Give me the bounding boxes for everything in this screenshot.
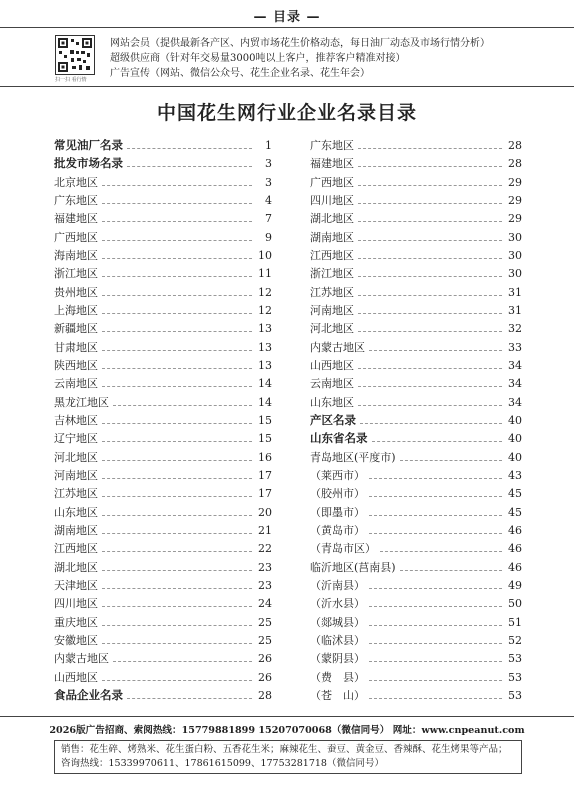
- toc-entry-page: 32: [508, 322, 522, 336]
- toc-entry-page: 23: [258, 578, 272, 592]
- toc-entry: [310, 155, 522, 171]
- toc-entry: [54, 229, 272, 245]
- toc-entry: [310, 375, 522, 391]
- promo-line: 超级供应商（针对年交易量3000吨以上客户，推荐客户精准对接）: [110, 53, 406, 64]
- toc-leader-dots: [102, 680, 252, 681]
- toc-entry-label: （临沭县）: [310, 633, 365, 647]
- toc-leader-dots: [113, 405, 252, 406]
- toc-leader-dots: [358, 221, 502, 222]
- toc-entry: [310, 669, 522, 685]
- toc-entry-label: 湖南地区: [310, 230, 354, 244]
- toc-entry-label: 陕西地区: [54, 358, 98, 372]
- toc-leader-dots: [102, 313, 252, 314]
- toc-entry-page: 30: [508, 248, 522, 262]
- toc-entry: [54, 485, 272, 501]
- toc-entry-page: 14: [258, 377, 272, 391]
- toc-entry-page: 34: [508, 358, 522, 372]
- toc-leader-dots: [127, 166, 252, 167]
- toc-entry-label: 山西地区: [310, 358, 354, 372]
- toc-leader-dots: [102, 240, 252, 241]
- toc-leader-dots: [102, 221, 252, 222]
- toc-entry-page: 11: [258, 267, 272, 281]
- toc-entry: [54, 449, 272, 465]
- toc-entry-label: 山西地区: [54, 670, 98, 684]
- toc-leader-dots: [369, 661, 502, 662]
- toc-entry-label: 福建地区: [54, 212, 98, 226]
- toc-entry: [310, 210, 522, 226]
- toc-leader-dots: [102, 478, 252, 479]
- toc-entry-page: 46: [508, 523, 522, 537]
- toc-entry-label: 广西地区: [310, 175, 354, 189]
- toc-leader-dots: [102, 515, 252, 516]
- toc-entry-label: 浙江地区: [54, 267, 98, 281]
- toc-entry-page: 40: [508, 432, 522, 446]
- toc-entry-page: 4: [265, 193, 272, 207]
- toc-entry: [310, 302, 522, 318]
- toc-leader-dots: [113, 661, 252, 662]
- toc-entry-label: 江西地区: [310, 248, 354, 262]
- toc-entry-label: 黑龙江地区: [54, 395, 109, 409]
- toc-entry-label: 河北地区: [310, 322, 354, 336]
- toc-entry-page: 29: [508, 212, 522, 226]
- toc-leader-dots: [102, 276, 252, 277]
- toc-entry-page: 51: [508, 615, 522, 629]
- toc-entry-label: 内蒙古地区: [310, 340, 365, 354]
- toc-entry: [54, 504, 272, 520]
- toc-entry: [310, 265, 522, 281]
- toc-entry: [310, 632, 522, 648]
- toc-entry-label: 贵州地区: [54, 285, 98, 299]
- toc-entry-page: 28: [508, 157, 522, 171]
- footer-sales: 销售：花生碎、烤熟米、花生蛋白粉、五香花生米；麻辣花生、蚕豆、黄金豆、香辣酥、花生烤果等产品；: [61, 744, 508, 755]
- toc-entry: [54, 577, 272, 593]
- toc-entry-label: （青岛市区）: [310, 542, 376, 556]
- toc-entry-page: 53: [508, 688, 522, 702]
- toc-leader-dots: [102, 185, 252, 186]
- main-title: 中国花生网行业企业名录目录: [156, 102, 417, 124]
- toc-leader-dots: [369, 680, 502, 681]
- toc-entry-page: 15: [258, 413, 272, 427]
- toc-entry-label: （沂南县）: [310, 578, 365, 592]
- toc-entry-page: 52: [508, 633, 522, 647]
- toc-entry: [54, 614, 272, 630]
- toc-entry: [54, 375, 272, 391]
- toc-leader-dots: [102, 588, 252, 589]
- toc-entry: [310, 357, 522, 373]
- toc-entry-page: 13: [258, 340, 272, 354]
- toc-entry: [54, 320, 272, 336]
- toc-leader-dots: [358, 313, 502, 314]
- toc-entry: [310, 320, 522, 336]
- toc-entry: [310, 559, 522, 575]
- toc-entry: [310, 485, 522, 501]
- toc-entry-label: 云南地区: [310, 377, 354, 391]
- promo-line: 广告宣传（网站、微信公众号、花生企业名录、花生年会）: [110, 68, 370, 79]
- toc-entry-page: 15: [258, 432, 272, 446]
- toc-entry-page: 43: [508, 468, 522, 482]
- toc-entry: [54, 302, 272, 318]
- toc-entry-page: 29: [508, 175, 522, 189]
- toc-entry: [310, 247, 522, 263]
- toc-right-column: [310, 137, 522, 703]
- toc-leader-dots: [102, 606, 252, 607]
- toc-entry: [310, 577, 522, 593]
- header-divider-top: [0, 27, 574, 28]
- toc-entry-label: 广东地区: [310, 139, 354, 152]
- toc-entry: [54, 247, 272, 263]
- toc-entry-page: 30: [508, 230, 522, 244]
- toc-entry-label: 青岛地区(平度市): [310, 450, 396, 464]
- toc-entry-page: 7: [265, 212, 272, 226]
- toc-leader-dots: [380, 551, 502, 552]
- toc-entry-page: 26: [258, 652, 272, 666]
- toc-section-entry: [54, 687, 272, 703]
- toc-entry-label: 河南地区: [310, 303, 354, 317]
- toc-entry: [310, 229, 522, 245]
- toc-leader-dots: [358, 295, 502, 296]
- toc-entry-label: 四川地区: [54, 597, 98, 611]
- toc-leader-dots: [102, 496, 252, 497]
- toc-entry-page: 30: [508, 267, 522, 281]
- toc-entry: [310, 614, 522, 630]
- toc-entry: [54, 357, 272, 373]
- toc-entry-label: 江苏地区: [54, 487, 98, 501]
- toc-entry-page: 31: [508, 303, 522, 317]
- toc-entry-page: 49: [508, 578, 522, 592]
- toc-leader-dots: [102, 258, 252, 259]
- toc-entry: [310, 449, 522, 465]
- toc-leader-dots: [127, 698, 252, 699]
- toc-entry-page: 33: [508, 340, 522, 354]
- toc-entry-label: 甘肃地区: [54, 340, 98, 354]
- toc-leader-dots: [102, 368, 252, 369]
- toc-leader-dots: [358, 240, 502, 241]
- toc-leader-dots: [358, 386, 502, 387]
- toc-entry-label: 吉林地区: [54, 413, 98, 427]
- toc-entry-page: 28: [508, 139, 522, 152]
- toc-entry-label: 广东地区: [54, 193, 98, 207]
- toc-entry: [310, 339, 522, 355]
- toc-entry-page: 3: [265, 157, 272, 171]
- page-title: — 目录 —: [253, 10, 321, 25]
- qr-code-icon: [55, 35, 95, 75]
- toc-section-entry: [54, 137, 272, 153]
- toc-leader-dots: [358, 368, 502, 369]
- toc-entry-page: 34: [508, 377, 522, 391]
- toc-entry-label: （郯城县）: [310, 615, 365, 629]
- qr-caption: 扫一扫 看行情: [55, 77, 87, 83]
- toc-leader-dots: [358, 148, 502, 149]
- toc-entry-page: 25: [258, 633, 272, 647]
- toc-entry-page: 46: [508, 560, 522, 574]
- toc-entry-label: 北京地区: [54, 175, 98, 189]
- toc-leader-dots: [369, 533, 502, 534]
- toc-entry-label: （费 县）: [310, 670, 365, 684]
- toc-entry: [310, 540, 522, 556]
- toc-entry-label: 湖南地区: [54, 523, 98, 537]
- toc-entry: [54, 394, 272, 410]
- toc-entry-page: 3: [265, 175, 272, 189]
- toc-entry: [54, 595, 272, 611]
- toc-entry: [310, 650, 522, 666]
- toc-entry: [54, 210, 272, 226]
- toc-entry: [54, 540, 272, 556]
- toc-entry-page: 25: [258, 615, 272, 629]
- toc-entry-label: 产区名录: [310, 412, 356, 427]
- toc-leader-dots: [369, 625, 502, 626]
- toc-entry: [310, 595, 522, 611]
- toc-entry-page: 53: [508, 652, 522, 666]
- toc-entry: [54, 412, 272, 428]
- toc-entry: [310, 467, 522, 483]
- toc-entry-label: 福建地区: [310, 157, 354, 171]
- toc-entry-page: 16: [258, 450, 272, 464]
- toc-leader-dots: [369, 478, 502, 479]
- toc-leader-dots: [369, 496, 502, 497]
- toc-entry-page: 46: [508, 542, 522, 556]
- toc-entry-page: 20: [258, 505, 272, 519]
- toc-entry: [54, 650, 272, 666]
- toc-entry-page: 22: [258, 542, 272, 556]
- toc-entry-label: （蒙阴县）: [310, 652, 365, 666]
- toc-leader-dots: [400, 570, 502, 571]
- toc-entry-label: （胶州市）: [310, 487, 365, 501]
- toc-leader-dots: [102, 460, 252, 461]
- toc-section-entry: [54, 155, 272, 171]
- toc-entry-label: 湖北地区: [54, 560, 98, 574]
- toc-entry-page: 1: [265, 139, 272, 152]
- toc-entry: [54, 522, 272, 538]
- toc-leader-dots: [102, 570, 252, 571]
- toc-entry-page: 10: [258, 248, 272, 262]
- toc-entry: [310, 504, 522, 520]
- toc-entry-page: 40: [508, 413, 522, 427]
- toc-entry: [54, 192, 272, 208]
- toc-leader-dots: [358, 331, 502, 332]
- header-divider-bottom: [0, 86, 574, 87]
- toc-entry-label: （沂水县）: [310, 597, 365, 611]
- toc-entry: [54, 632, 272, 648]
- toc-section-entry: [310, 412, 522, 428]
- toc-entry-label: 内蒙古地区: [54, 652, 109, 666]
- toc-entry-label: 辽宁地区: [54, 432, 98, 446]
- toc-leader-dots: [400, 460, 502, 461]
- toc-entry-label: （莱西市）: [310, 468, 365, 482]
- toc-entry-label: 临沂地区(莒南县): [310, 560, 396, 574]
- toc-entry-page: 40: [508, 450, 522, 464]
- toc-leader-dots: [358, 203, 502, 204]
- toc-entry-page: 45: [508, 487, 522, 501]
- toc-leader-dots: [127, 148, 252, 149]
- toc-entry-page: 13: [258, 322, 272, 336]
- toc-leader-dots: [369, 515, 502, 516]
- toc-leader-dots: [102, 533, 252, 534]
- toc-leader-dots: [360, 423, 502, 424]
- toc-entry-label: 山东地区: [54, 505, 98, 519]
- toc-entry-label: 安徽地区: [54, 633, 98, 647]
- toc-entry-page: 28: [258, 688, 272, 702]
- toc-entry-label: 新疆地区: [54, 322, 98, 336]
- toc-entry-label: 江苏地区: [310, 285, 354, 299]
- toc-leader-dots: [102, 350, 252, 351]
- toc-entry-page: 17: [258, 487, 272, 501]
- toc-entry: [54, 174, 272, 190]
- toc-entry-label: （即墨市）: [310, 505, 365, 519]
- toc-entry-label: 山东省名录: [310, 431, 368, 446]
- toc-leader-dots: [369, 588, 502, 589]
- toc-entry-label: 河南地区: [54, 468, 98, 482]
- toc-leader-dots: [102, 551, 252, 552]
- toc-entry: [54, 467, 272, 483]
- toc-entry-label: 浙江地区: [310, 267, 354, 281]
- toc-entry-label: 广西地区: [54, 230, 98, 244]
- toc-leader-dots: [102, 643, 252, 644]
- toc-entry-page: 26: [258, 670, 272, 684]
- toc-entry: [310, 522, 522, 538]
- toc-leader-dots: [102, 295, 252, 296]
- toc-entry-page: 34: [508, 395, 522, 409]
- promo-line: 网站会员（提供最新各产区、内贸市场花生价格动态，每日油厂动态及市场行情分析）: [110, 38, 490, 49]
- toc-entry: [310, 284, 522, 300]
- toc-entry-label: 湖北地区: [310, 212, 354, 226]
- toc-entry-page: 50: [508, 597, 522, 611]
- toc-entry-label: 云南地区: [54, 377, 98, 391]
- toc-leader-dots: [102, 386, 252, 387]
- toc-entry-label: 常见油厂名录: [54, 138, 123, 152]
- footer-sales-box: [54, 740, 522, 774]
- toc-entry: [310, 394, 522, 410]
- toc-leader-dots: [369, 643, 502, 644]
- toc-entry-label: 批发市场名录: [54, 156, 123, 171]
- toc-entry-label: 重庆地区: [54, 615, 98, 629]
- toc-entry-page: 23: [258, 560, 272, 574]
- toc-entry: [54, 284, 272, 300]
- toc-entry-label: 海南地区: [54, 248, 98, 262]
- toc-entry-page: 13: [258, 358, 272, 372]
- toc-leader-dots: [102, 203, 252, 204]
- toc-entry-page: 17: [258, 468, 272, 482]
- toc-entry-page: 53: [508, 670, 522, 684]
- toc-entry-page: 29: [508, 193, 522, 207]
- toc-entry-label: 山东地区: [310, 395, 354, 409]
- toc-entry-label: （苍 山）: [310, 688, 365, 702]
- toc-entry: [310, 174, 522, 190]
- toc-leader-dots: [102, 423, 252, 424]
- toc-leader-dots: [358, 276, 502, 277]
- toc-entry-page: 9: [265, 230, 272, 244]
- toc-entry: [54, 265, 272, 281]
- toc-entry-label: 食品企业名录: [54, 687, 123, 702]
- toc-leader-dots: [372, 441, 503, 442]
- footer-hotline: 2026版广告招商、索阅热线：15779881899 15207070068（微信同号） 网址：www.cnpeanut.com: [49, 725, 525, 736]
- toc-entry: [54, 430, 272, 446]
- toc-entry: [310, 192, 522, 208]
- toc-left-column: [54, 137, 272, 703]
- footer-divider: [0, 716, 574, 717]
- toc-entry-page: 14: [258, 395, 272, 409]
- toc-entry-label: 河北地区: [54, 450, 98, 464]
- toc-leader-dots: [358, 185, 502, 186]
- footer-consult: 咨询热线：15339970611、17861615099、17753281718（微信同号）: [61, 758, 384, 769]
- toc-entry-page: 45: [508, 505, 522, 519]
- toc-leader-dots: [358, 166, 502, 167]
- toc-entry-page: 12: [258, 285, 272, 299]
- toc-entry: [54, 669, 272, 685]
- toc-entry: [310, 687, 522, 703]
- toc-entry: [54, 559, 272, 575]
- toc-leader-dots: [369, 698, 502, 699]
- toc-leader-dots: [369, 350, 502, 351]
- toc-entry-page: 12: [258, 303, 272, 317]
- toc-entry-label: （黄岛市）: [310, 523, 365, 537]
- toc-leader-dots: [369, 606, 502, 607]
- toc-entry: [310, 137, 522, 153]
- toc-leader-dots: [102, 441, 252, 442]
- toc-entry-label: 江西地区: [54, 542, 98, 556]
- toc-entry-page: 21: [258, 523, 272, 537]
- toc-entry-label: 四川地区: [310, 193, 354, 207]
- toc-leader-dots: [358, 258, 502, 259]
- toc-entry-page: 24: [258, 597, 272, 611]
- toc-leader-dots: [358, 405, 502, 406]
- toc-entry: [54, 339, 272, 355]
- toc-leader-dots: [102, 625, 252, 626]
- toc-entry-label: 上海地区: [54, 303, 98, 317]
- promo-block: [110, 36, 550, 81]
- toc-entry-page: 31: [508, 285, 522, 299]
- toc-leader-dots: [102, 331, 252, 332]
- toc-section-entry: [310, 430, 522, 446]
- toc-entry-label: 天津地区: [54, 578, 98, 592]
